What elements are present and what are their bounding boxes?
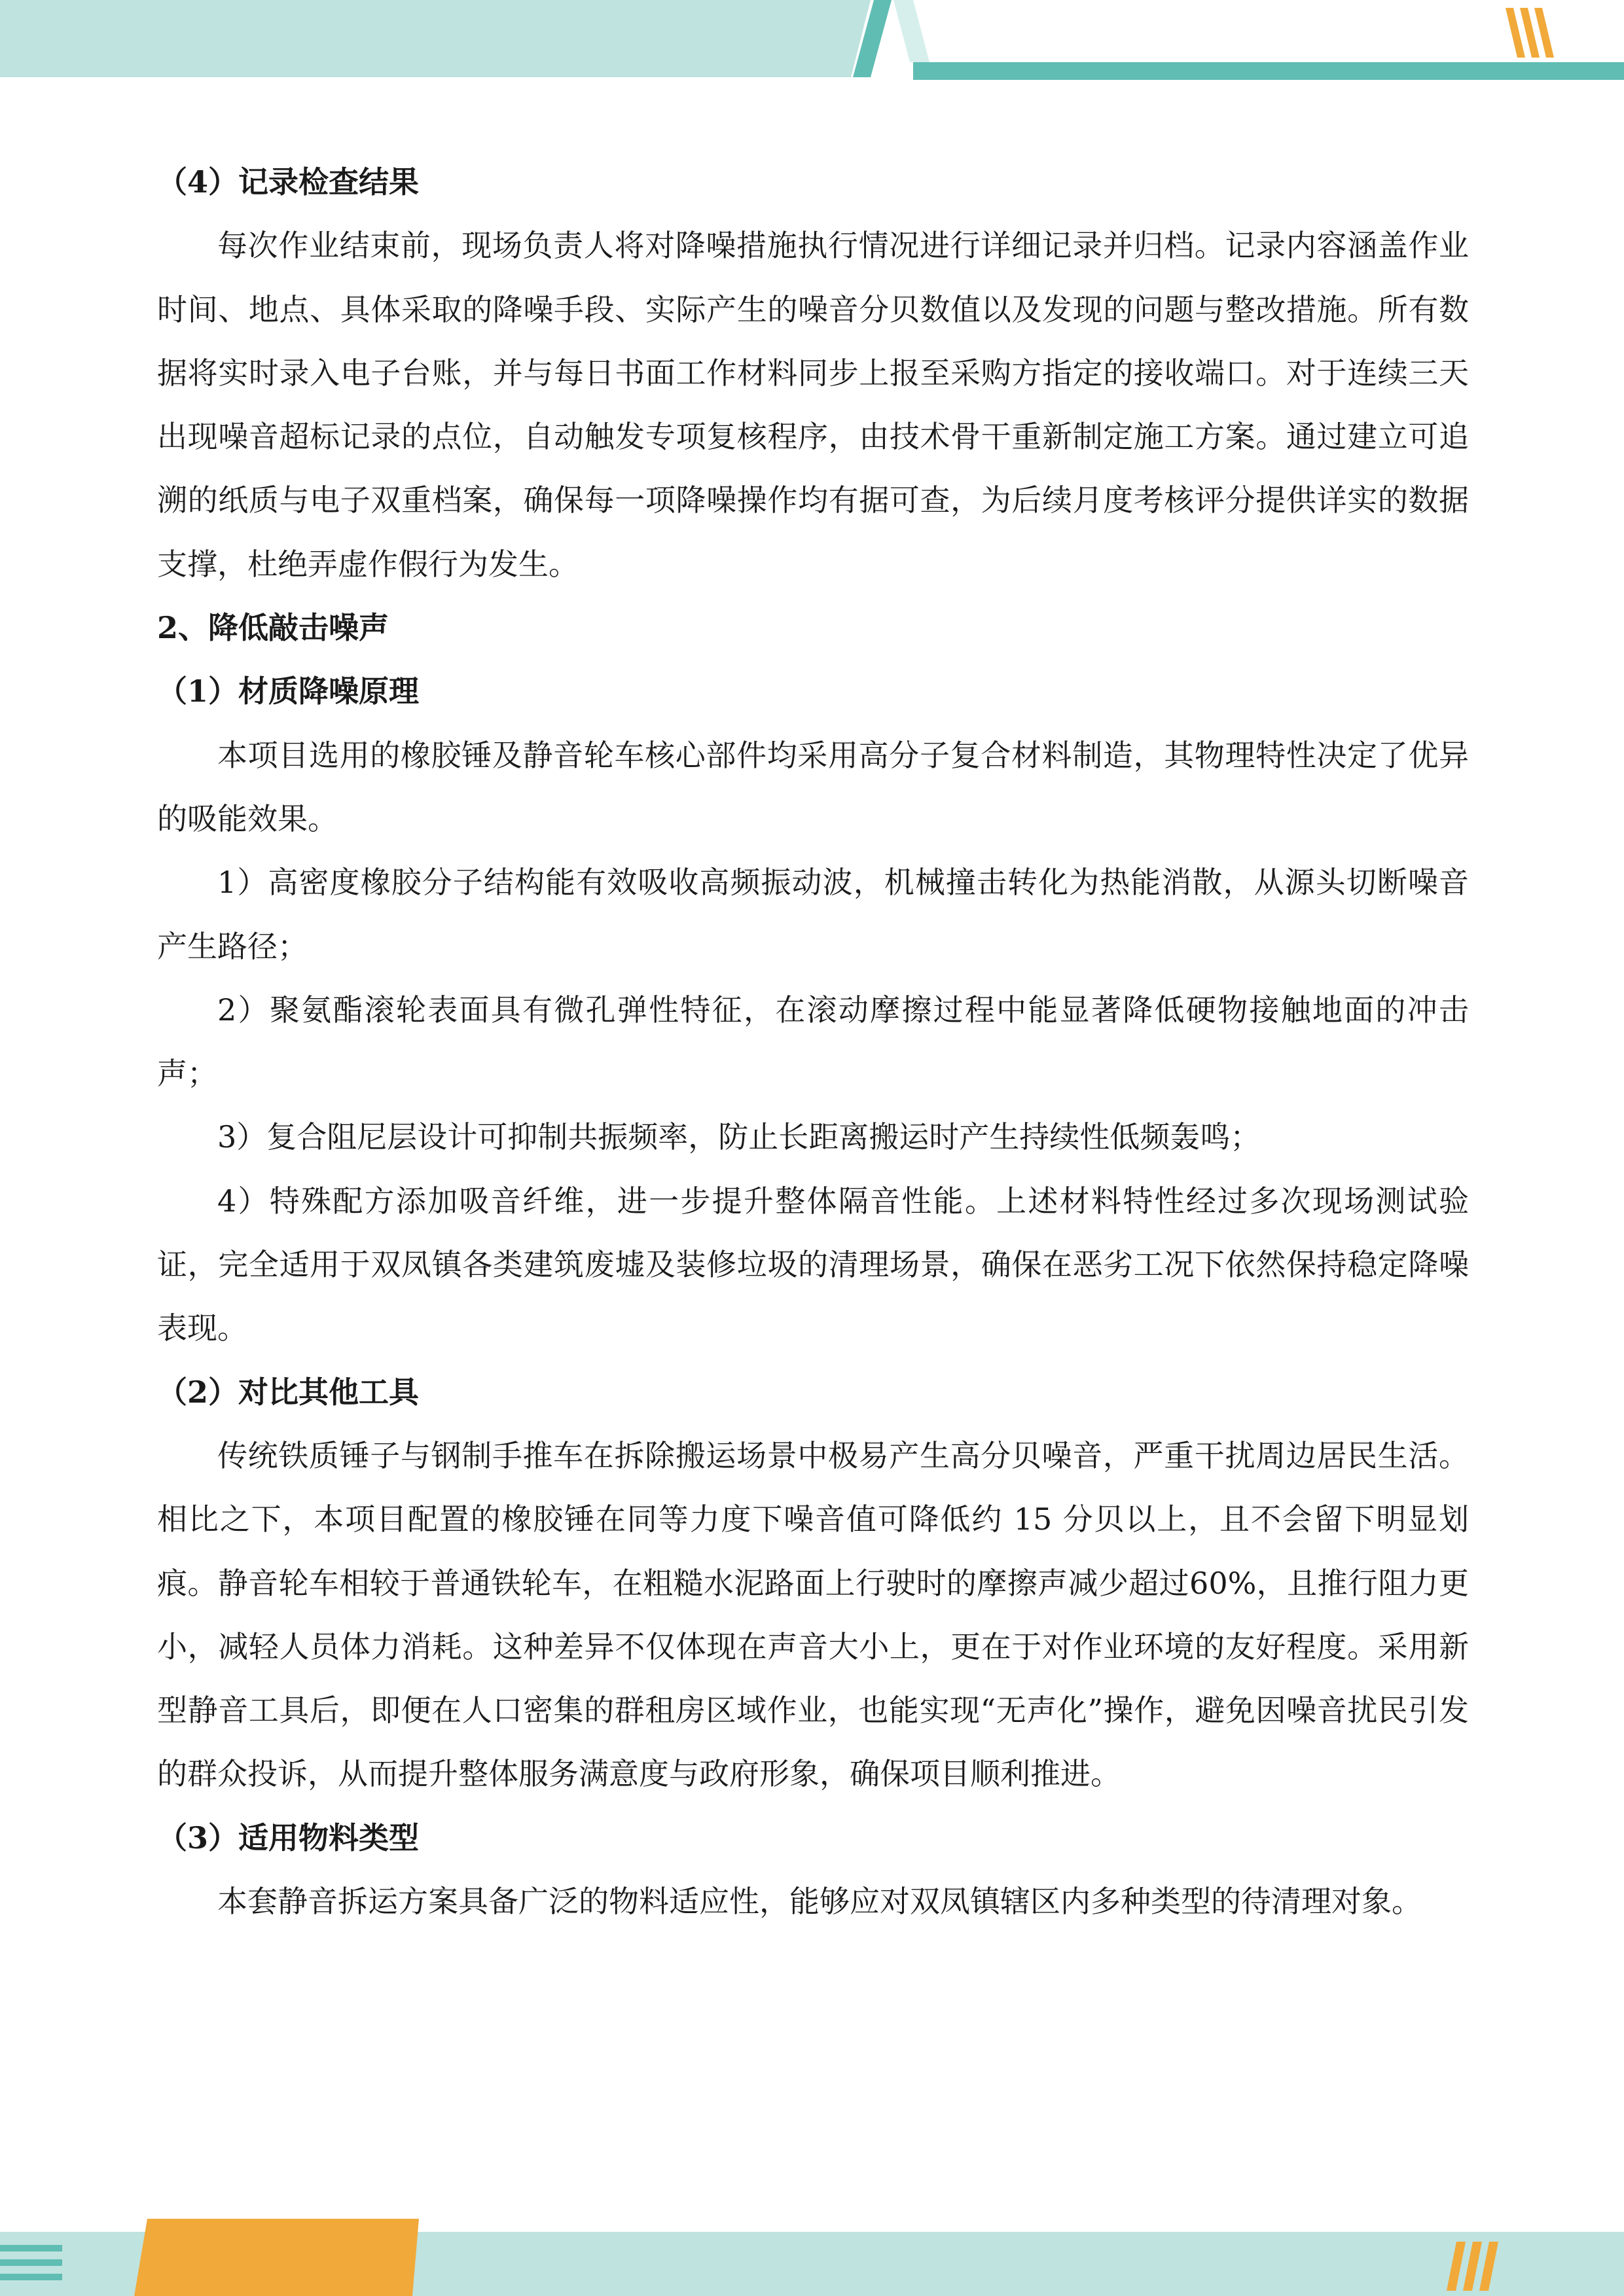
section-heading: （2）对比其他工具 bbox=[157, 1374, 420, 1410]
orange-block bbox=[134, 2219, 419, 2296]
list-item: 4）特殊配方添加吸音纤维，进一步提升整体隔音性能。上述材料特性经过多次现场测试验证，完全适用于双凤镇各类建筑废墟及装修垃圾的清理场景，确保在恶劣工况下依然保持稳定降噪表现。 bbox=[157, 1183, 1469, 1346]
stripes-icon bbox=[1506, 8, 1554, 58]
paragraph: 本项目选用的橡胶锤及静音轮车核心部件均采用高分子复合材料制造，其物理特性决定了优异的吸能效果。 bbox=[157, 737, 1469, 836]
section-heading: （1）材质降噪原理 bbox=[157, 673, 420, 709]
list-item: 1）高密度橡胶分子结构能有效吸收高频振动波，机械撞击转化为热能消散，从源头切断噪音产生路径； bbox=[157, 865, 1469, 964]
section-heading: （3）适用物料类型 bbox=[157, 1820, 420, 1856]
list-item: 2）聚氨酯滚轮表面具有微孔弹性特征，在滚动摩擦过程中能显著降低硬物接触地面的冲击声； bbox=[157, 992, 1469, 1092]
footer-decoration bbox=[0, 2219, 1624, 2296]
section-heading: 2、降低敲击噪声 bbox=[157, 610, 389, 646]
section-heading: （4）记录检查结果 bbox=[157, 164, 420, 200]
lines-icon bbox=[0, 2245, 62, 2280]
paragraph: 传统铁质锤子与钢制手推车在拆除搬运场景中极易产生高分贝噪音，严重干扰周边居民生活。相比之下，本项目配置的橡胶锤在同等力度下噪音值可降低约 15 分贝以上，且不会留下明显划痕。静音轮车相较于普通铁轮车，在粗糙水泥路面上行驶时的摩擦声减少超过60%，且推行阻力更小，减轻人员体力消耗。这种差异不仅体现在声音大小上，更在于对作业环境的友好程度。采用新型静音工具后，即便在人口密集的群租房区域作业，也能实现“无声化”操作，避免因噪音扰民引发的群众投诉，从而提升整体服务满意度与政府形象，确保项目顺利推进。 bbox=[157, 1437, 1469, 1792]
paragraph: 本套静音拆运方案具备广泛的物料适应性，能够应对双凤镇辖区内多种类型的待清理对象。 bbox=[217, 1884, 1422, 1920]
header-decoration bbox=[0, 0, 1624, 85]
list-item: 3）复合阻尼层设计可抑制共振频率，防止长距离搬运时产生持续性低频轰鸣； bbox=[217, 1119, 1261, 1155]
paragraph: 每次作业结束前，现场负责人将对降噪措施执行情况进行详细记录并归档。记录内容涵盖作业时间、地点、具体采取的降噪手段、实际产生的噪音分贝数值以及发现的问题与整改措施。所有数据将实时录入电子台账，并与每日书面工作材料同步上报至采购方指定的接收端口。对于连续三天出现噪音超标记录的点位，自动触发专项复核程序，由技术骨干重新制定施工方案。通过建立可追溯的纸质与电子双重档案，确保每一项降噪操作均有据可查，为后续月度考核评分提供详实的数据支撑，杜绝弄虚作假行为发生。 bbox=[157, 228, 1469, 582]
document-body bbox=[157, 151, 1469, 1933]
